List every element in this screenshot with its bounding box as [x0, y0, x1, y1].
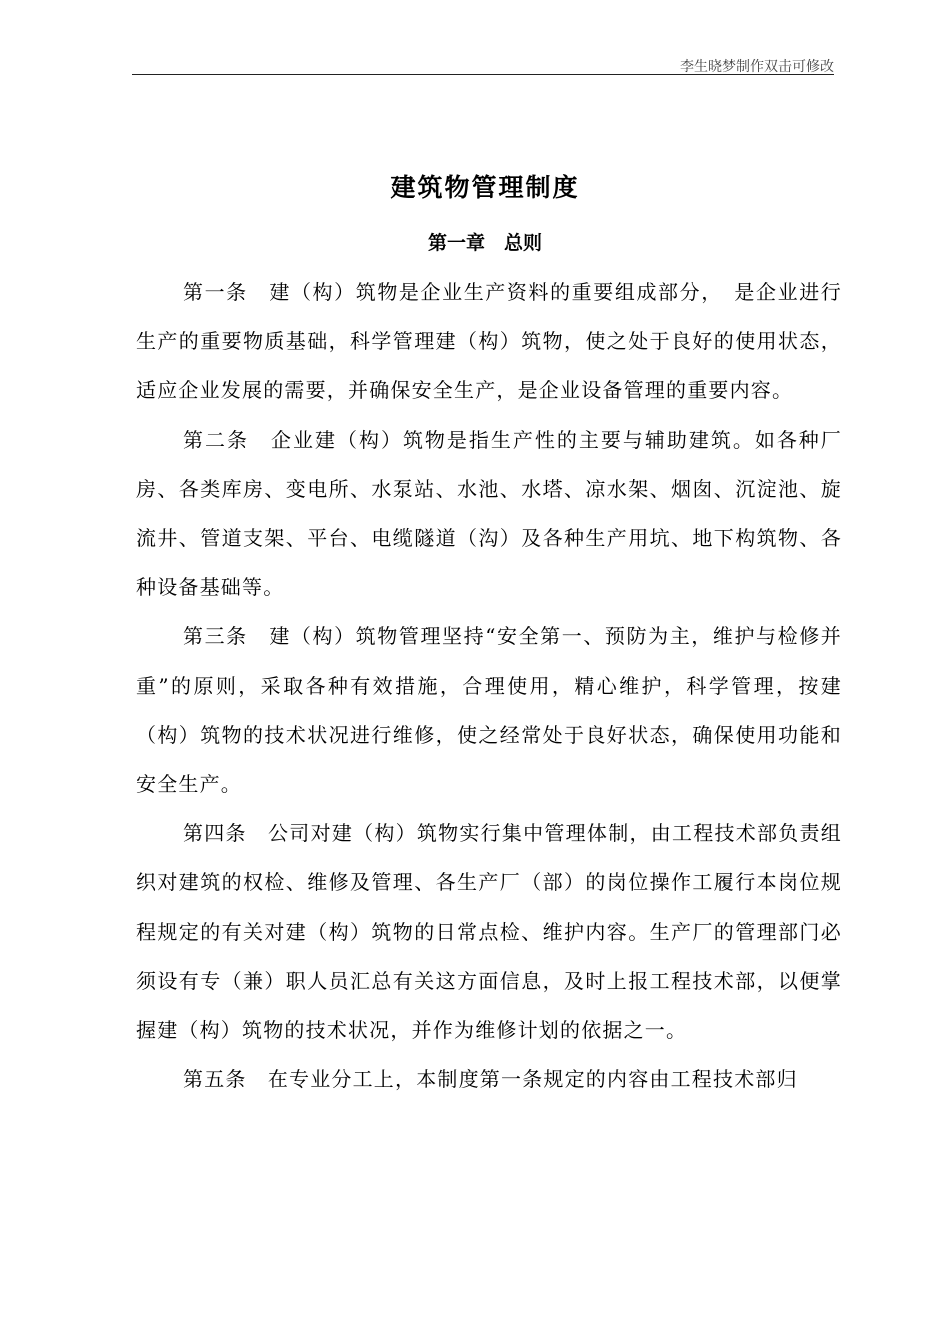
article-label: 第四条	[183, 821, 269, 846]
article-label: 第二条	[183, 427, 271, 452]
document-body	[136, 268, 842, 1104]
chapter-heading: 第一章 总则	[427, 232, 542, 254]
document-title: 建筑物管理制度	[390, 173, 580, 202]
article-label: 第五条	[183, 1067, 268, 1092]
article-label: 第一条	[183, 280, 270, 304]
header-divider	[132, 74, 834, 75]
article-text: 建（构）筑物是企业生产资料的重要组成部分， 是企业进行生产的重要物质基础，科学管理建（构）筑物，使之处于良好的使用状态，适应企业发展的需要，并确保安全生产，是企业设备管理的重要内容。	[136, 280, 842, 403]
article-text: 建（构）筑物管理坚持“安全第一、预防为主，维护与检修并重”的原则，采取各种有效措施，合理使用，精心维护，科学管理，按建（构）筑物的技术状况进行维修，使之经常处于良好状态，确保使用功能和安全生产。	[136, 624, 842, 797]
article-1	[136, 268, 842, 416]
header-text: 李生晓梦制作双击可修改	[680, 59, 834, 75]
article-text: 公司对建（构）筑物实行集中管理体制，由工程技术部负责组织对建筑的权检、维修及管理、各生产厂（部）的岗位操作工履行本岗位规程规定的有关对建（构）筑物的日常点检、维护内容。生产厂的管理部门必须设有专（兼）职人员汇总有关这方面信息，及时上报工程技术部，以便掌握建（构）筑物的技术状况，并作为维修计划的依据之一。	[136, 821, 842, 1043]
article-5	[136, 1055, 842, 1104]
article-label: 第三条	[183, 624, 270, 649]
article-text: 企业建（构）筑物是指生产性的主要与辅助建筑。如各种厂房、各类库房、变电所、水泵站、水池、水塔、凉水架、烟囱、沉淀池、旋流井、管道支架、平台、电缆隧道（沟）及各种生产用坑、地下构筑物、各种设备基础等。	[136, 427, 842, 600]
article-2	[136, 416, 842, 613]
article-4	[136, 809, 842, 1055]
article-text: 在专业分工上，本制度第一条规定的内容由工程技术部归	[267, 1067, 798, 1092]
article-3	[136, 612, 842, 809]
